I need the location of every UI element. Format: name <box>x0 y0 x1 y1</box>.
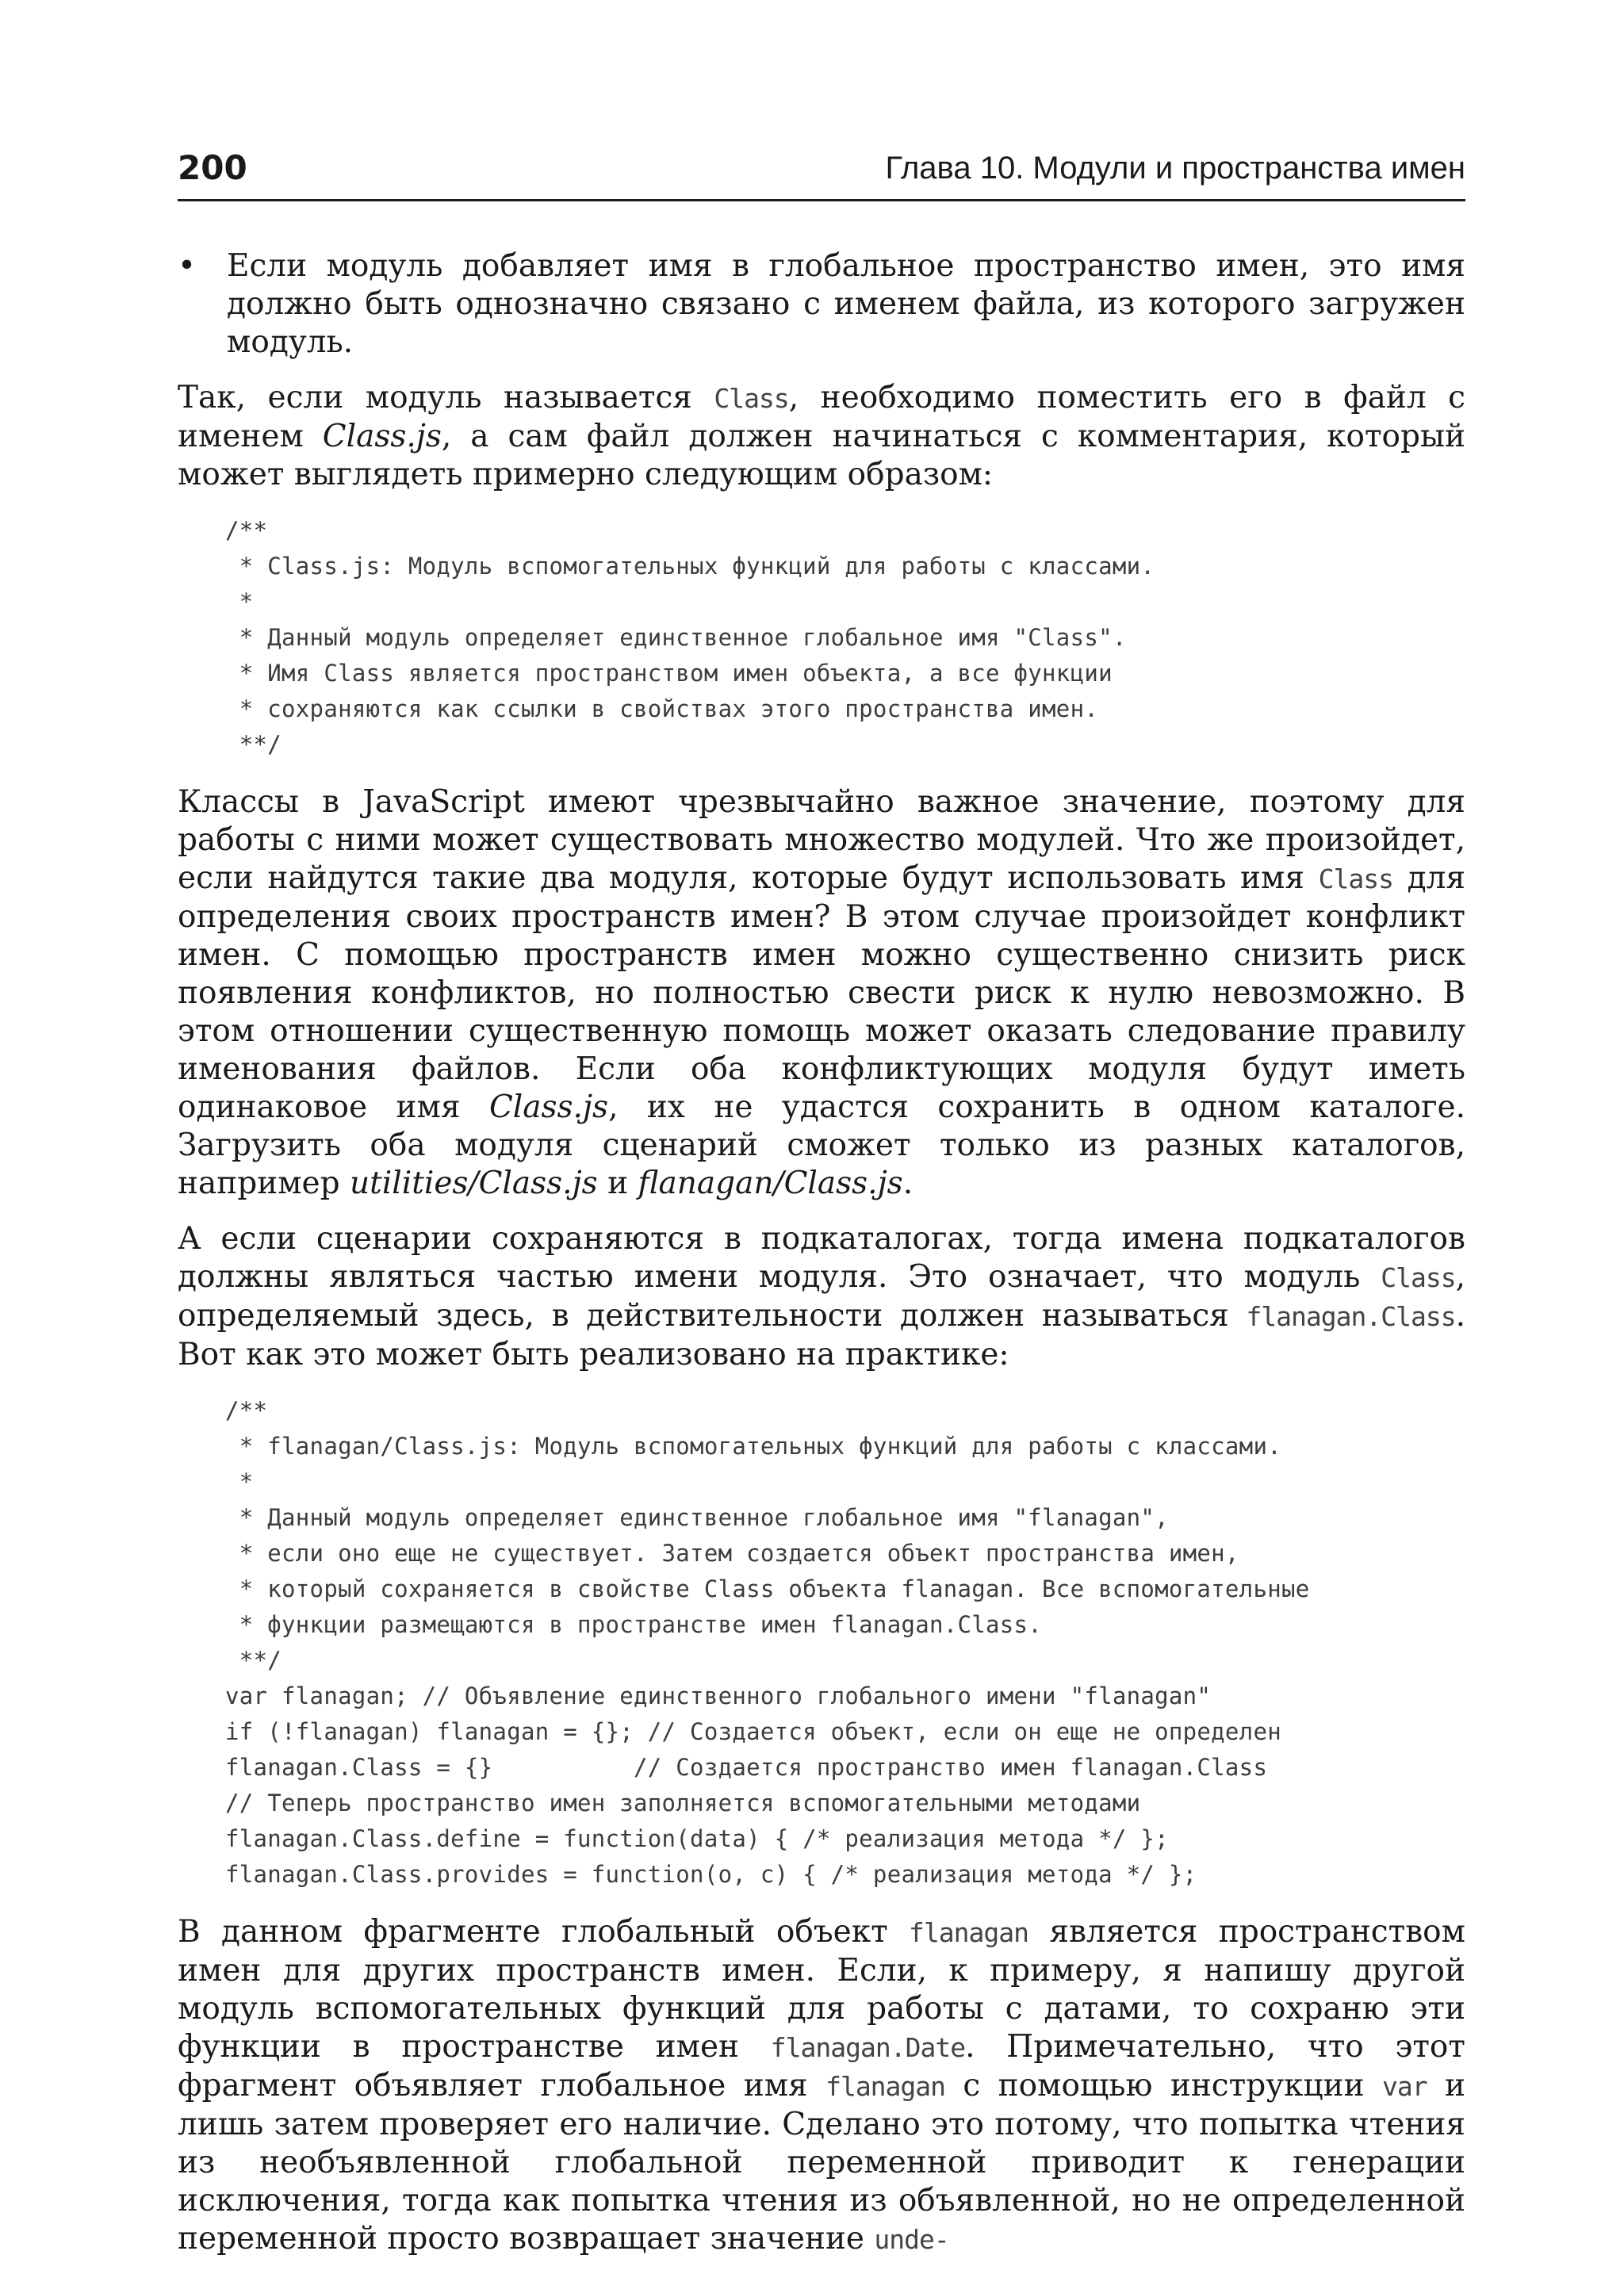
text-run: , необходимо поместить его в файл с именем <box>178 380 1465 454</box>
paragraph-4 <box>178 1913 1465 2259</box>
inline-code: flanagan <box>825 2071 946 2102</box>
inline-code: Class <box>714 383 789 414</box>
filename: utilities/Class.js <box>349 1166 598 1201</box>
text-run: , а сам файл должен начинаться с комментария, который может выглядеть примерно следующим образом: <box>178 419 1465 492</box>
filename: flanagan/Class.js <box>638 1166 903 1201</box>
inline-code: var <box>1382 2071 1427 2102</box>
text-run: . <box>902 1166 914 1201</box>
bullet-mark: • <box>178 248 197 284</box>
text-run: В данном фрагменте глобальный объект <box>178 1914 910 1950</box>
code-listing-2: /** * flanagan/Class.js: Модуль вспомогательных функций для работы с классами. * * Данный модуль определяет единственное глобальное имя "flanagan", * если оно еще не существует. Затем создается объект пространства имен, * который сохраняется в свойстве Class объекта flanagan. Все вспомогательные * функции размещаются в пространстве имен flanagan.Class. **/ var flanagan; // Объявление единственного глобального имени "flanagan" if (!flanagan) flanagan = {}; // Создается объект, если он еще не определен flanagan.Class = {} // Создается пространство имен flanagan.Class // Теперь пространство имен заполняется вспомогательными методами flanagan.Class.define = function(data) { /* реализация метода */ }; flanagan.Class.provides = function(o, c) { /* реализация метода */ }; <box>225 1397 1310 1888</box>
filename: Class.js <box>322 419 442 454</box>
inline-code: flanagan.Class <box>1246 1301 1456 1332</box>
inline-code: Class <box>1381 1262 1456 1293</box>
text-run: и лишь затем проверяет его наличие. Сделано это потому, что попытка чтения из необъявленной глобальной переменной приводит к генерации исключения, тогда как попытка чтения из объявленной, но не определенной переменной просто возвращает значение <box>178 2068 1466 2257</box>
bullet-item <box>178 247 1465 362</box>
text-run: и <box>597 1166 638 1201</box>
paragraph-1 <box>178 379 1465 494</box>
bullet-text: Если модуль добавляет имя в глобальное пространство имен, это имя должно быть однозначно связано с именем файла, из которого загружен модуль. <box>227 248 1465 360</box>
text-run: . Примечательно, что этот фрагмент объявляет глобальное имя <box>178 2029 1465 2104</box>
text-run: для определения своих пространств имен? В этом случае произойдет конфликт имен. С помощью пространств имен можно существенно снизить риск появления конфликтов, но полностью свести риск к нулю невозможно. В этом отношении существенную помощь может оказать следование правилу именования файлов. Если оба конфликтующих модуля будут иметь одинаковое имя <box>178 860 1465 1125</box>
text-run: , их не удастся сохранить в одном каталоге. Загрузить оба модуля сценарий сможет только из разных каталогов, например <box>178 1089 1465 1201</box>
code-listing-1: /** * Class.js: Модуль вспомогательных функций для работы с классами. * * Данный модуль определяет единственное глобальное имя "Class". * Имя Class является пространством имен объекта, а все функции * сохраняются как ссылки в свойствах этого пространства имен. **/ <box>225 517 1155 758</box>
page-number: 200 <box>178 148 247 187</box>
text-run: , определяемый здесь, в действительности должен называться <box>178 1259 1465 1334</box>
inline-code: flanagan.Date <box>770 2032 966 2063</box>
running-title: Глава 10. Модули и пространства имен <box>885 151 1465 186</box>
inline-code: flanagan <box>909 1917 1028 1948</box>
page-body <box>178 247 1465 2276</box>
inline-code: Class <box>1318 863 1393 894</box>
filename: Class.js <box>488 1089 609 1125</box>
text-run: с помощью инструкции <box>945 2068 1382 2104</box>
text-run: Классы в JavaScript имеют чрезвычайно важное значение, поэтому для работы с ними может существовать множество модулей. Что же произойдет, если найдутся такие два модуля, которые будут использовать имя <box>178 784 1465 896</box>
paragraph-2 <box>178 783 1465 1203</box>
text-run: Так, если модуль называется <box>178 380 714 415</box>
text-run: . Вот как это может быть реализовано на практике: <box>178 1298 1465 1372</box>
inline-code: unde- <box>874 2224 949 2255</box>
page-header <box>178 146 1465 201</box>
text-run: А если сценарии сохраняются в подкаталогах, тогда имена подкаталогов должны являться частью имени модуля. Это означает, что модуль <box>178 1221 1465 1295</box>
text-run: является пространством имен для других пространств имен. Если, к примеру, я напишу другой модуль вспомогательных функций для работы с датами, то сохраню эти функции в пространстве имен <box>178 1914 1465 2065</box>
paragraph-3 <box>178 1220 1465 1374</box>
